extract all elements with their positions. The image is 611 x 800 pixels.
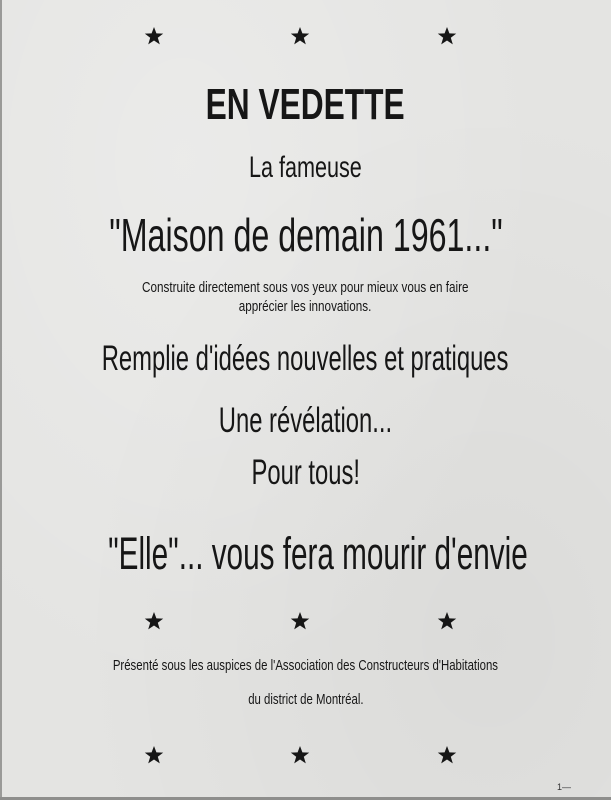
star-row-top (0, 26, 611, 52)
sponsor-line-1 (0, 657, 611, 675)
star-icon (290, 611, 310, 631)
headline-text: EN VEDETTE (206, 80, 405, 129)
star-icon (144, 745, 164, 765)
feature-title (0, 208, 611, 262)
slogan-text: "Elle"... vous fera mourir d'envie (108, 528, 528, 579)
star-row-bottom (0, 745, 611, 771)
star-icon (290, 26, 310, 46)
description-line-1 (0, 279, 611, 297)
sponsor-line-1-text: Présenté sous les auspices de l'Association des Constructeurs d'Habitations (112, 657, 499, 674)
tagline-ideas (0, 338, 611, 380)
subheadline-text: La fameuse (249, 151, 362, 184)
star-icon (144, 26, 164, 46)
slogan (0, 528, 611, 580)
star-icon (144, 611, 164, 631)
subheadline (0, 150, 611, 186)
tagline-everyone-text: Pour tous! (251, 453, 360, 492)
feature-title-text: "Maison de demain 1961..." (108, 209, 503, 261)
tagline-revelation-text: Une révélation... (218, 401, 393, 440)
tagline-ideas-text: Remplie d'idées nouvelles et pratiques (102, 339, 509, 378)
description-line-2-text: apprécier les innovations. (239, 298, 372, 315)
headline (0, 80, 611, 130)
star-icon (437, 611, 457, 631)
star-icon (290, 745, 310, 765)
description-line-1-text: Construite directement sous vos yeux pour mieux vous en faire (142, 279, 469, 296)
sponsor-line-2-text: du district de Montréal. (247, 691, 364, 708)
tagline-everyone (0, 452, 611, 494)
tagline-revelation (0, 400, 611, 442)
page-mark: 1— (556, 782, 571, 792)
star-icon (437, 26, 457, 46)
star-row-middle (0, 611, 611, 637)
sponsor-line-2 (0, 691, 611, 709)
star-icon (437, 745, 457, 765)
description-line-2 (0, 298, 611, 316)
